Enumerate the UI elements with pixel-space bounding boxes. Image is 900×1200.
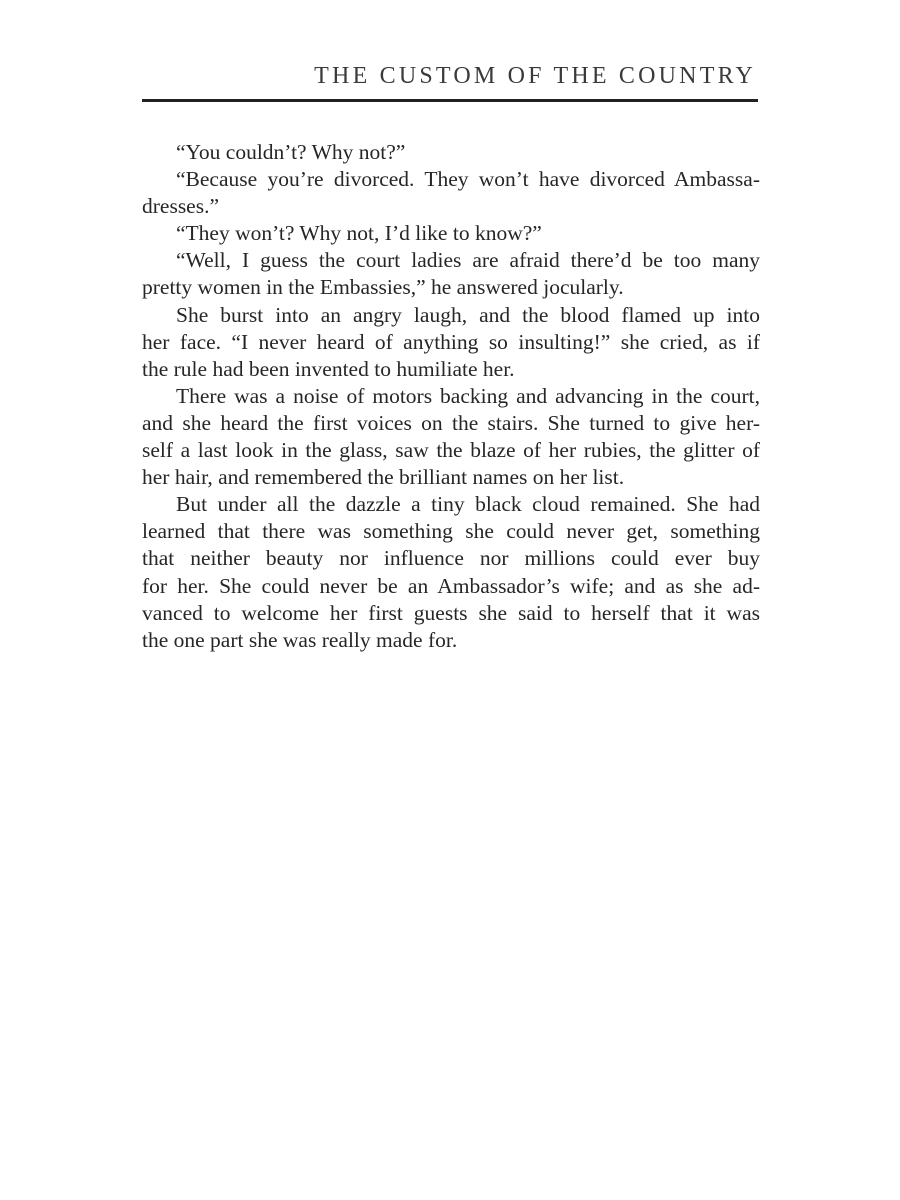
- text-line: her face. “I never heard of anything so insulting!” she cried, as if: [142, 329, 760, 354]
- text-line: dresses.”: [142, 194, 220, 219]
- page-header: [142, 60, 758, 104]
- text-line: that neither beauty nor influence nor millions could ever buy: [142, 546, 760, 571]
- text-line: She burst into an angry laugh, and the blood flamed up into: [176, 302, 760, 327]
- text-line: There was a noise of motors backing and advancing in the court,: [176, 383, 760, 408]
- text-line: the one part she was really made for.: [142, 627, 458, 652]
- body-text: [142, 139, 760, 654]
- text-line: “Well, I guess the court ladies are afraid there’d be too many: [176, 248, 760, 273]
- text-line: “They won’t? Why not, I’d like to know?”: [176, 221, 542, 246]
- text-line: “You couldn’t? Why not?”: [176, 140, 406, 164]
- text-line: self a last look in the glass, saw the blaze of her rubies, the glitter of: [142, 438, 760, 463]
- text-line: her hair, and remembered the brilliant names on her list.: [142, 465, 625, 490]
- text-line: vanced to welcome her first guests she said to herself that it was: [142, 600, 760, 625]
- text-line: But under all the dazzle a tiny black cloud remained. She had: [176, 492, 760, 517]
- running-head-title: THE CUSTOM OF THE COUNTRY: [314, 63, 756, 89]
- text-line: learned that there was something she could never get, something: [142, 519, 760, 544]
- text-line: and she heard the first voices on the stairs. She turned to give her-: [142, 410, 760, 435]
- header-rule: [142, 99, 758, 102]
- text-line: the rule had been invented to humiliate her.: [142, 356, 515, 381]
- text-line: “Because you’re divorced. They won’t have divorced Ambassa-: [176, 167, 760, 192]
- text-line: for her. She could never be an Ambassador’s wife; and as she ad-: [142, 573, 760, 598]
- text-line: pretty women in the Embassies,” he answered jocularly.: [142, 275, 624, 300]
